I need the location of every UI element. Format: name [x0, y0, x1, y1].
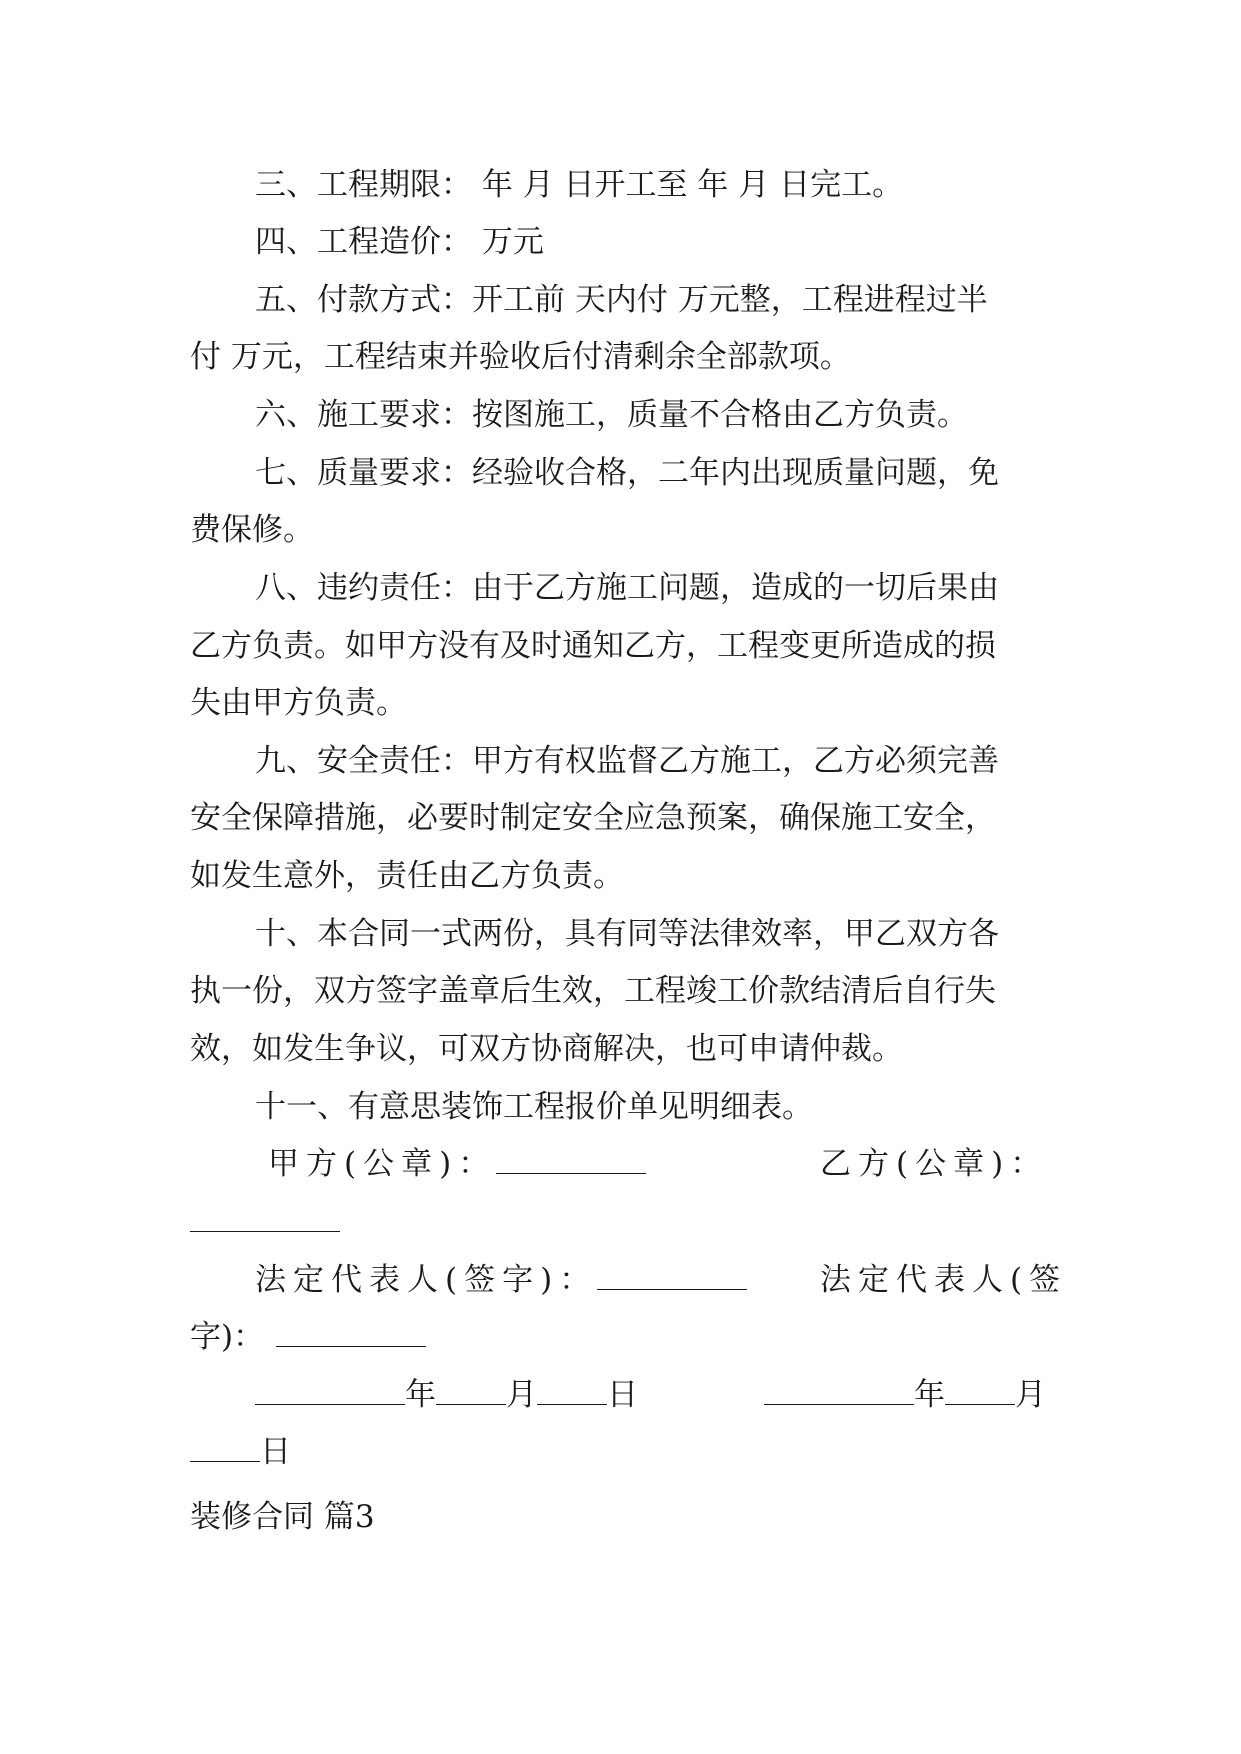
party-b-seal-blank: [190, 1205, 340, 1232]
date-a-year-blank: [255, 1378, 405, 1405]
clause-9-line-2: 安全保障措施，必要时制定安全应急预案，确保施工安全，: [190, 800, 996, 836]
clause-6: 六、施工要求：按图施工，质量不合格由乙方负责。: [255, 397, 968, 433]
clause-10-line-3: 效，如发生争议，可双方协商解决，也可申请仲裁。: [190, 1031, 903, 1067]
rep-b-blank: [276, 1320, 426, 1347]
party-a-seal-label: 甲方(公章)：: [268, 1146, 497, 1182]
date-a-day-blank: [537, 1378, 607, 1405]
date-b-day-row: [190, 1432, 1241, 1472]
rep-a-label: 法定代表人(签字)：: [255, 1262, 598, 1298]
clause-8-line-3: 失由甲方负责。: [190, 685, 407, 721]
date-b-row: [764, 1375, 1241, 1415]
date-b-year-label: 年: [914, 1377, 945, 1413]
clause-8-line-2: 乙方负责。如甲方没有及时通知乙方，工程变更所造成的损: [190, 628, 996, 664]
clause-9-line-1: 九、安全责任：甲方有权监督乙方施工，乙方必须完善: [255, 743, 999, 779]
clause-8-line-1: 八、违约责任：由于乙方施工问题，造成的一切后果由: [255, 570, 999, 606]
clause-9-line-3: 如发生意外，责任由乙方负责。: [190, 858, 624, 894]
clause-7-line-2: 费保修。: [190, 512, 314, 548]
clause-10-line-2: 执一份，双方签字盖章后生效，工程竣工价款结清后自行失: [190, 973, 996, 1009]
clause-5-line-1: 五、付款方式：开工前 天内付 万元整，工程进程过半: [255, 282, 988, 318]
date-a-month-label: 月: [506, 1377, 537, 1413]
date-b-month-label: 月: [1015, 1377, 1046, 1413]
date-b-day-blank: [190, 1435, 260, 1462]
rep-b-row: [190, 1317, 1241, 1357]
rep-b-label-line-2: 字)：: [190, 1319, 265, 1355]
date-a-year-label: 年: [405, 1377, 436, 1413]
party-b-seal-row: [190, 1202, 1241, 1242]
clause-7-line-1: 七、质量要求：经验收合格，二年内出现质量问题，免: [255, 455, 999, 491]
clause-11: 十一、有意思装饰工程报价单见明细表。: [255, 1089, 813, 1125]
date-b-year-blank: [764, 1378, 914, 1405]
clause-10-line-1: 十、本合同一式两份，具有同等法律效率，甲乙双方各: [255, 916, 999, 952]
date-a-day-label: 日: [607, 1377, 638, 1413]
clause-5-line-2: 付 万元，工程结束并验收后付清剩余全部款项。: [190, 339, 851, 375]
date-a-month-blank: [436, 1378, 506, 1405]
rep-b-label-line-1: 法定代表人(签: [820, 1262, 1068, 1298]
party-a-seal-blank: [496, 1147, 646, 1174]
rep-a-blank: [597, 1263, 747, 1290]
date-b-month-blank: [945, 1378, 1015, 1405]
clause-3: 三、工程期限： 年 月 日开工至 年 月 日完工。: [255, 167, 904, 203]
party-b-seal-label: 乙方(公章)：: [820, 1146, 1049, 1182]
next-section-heading: 装修合同 篇3: [190, 1499, 375, 1535]
clause-4: 四、工程造价： 万元: [255, 224, 544, 260]
date-b-day-label: 日: [260, 1434, 291, 1470]
